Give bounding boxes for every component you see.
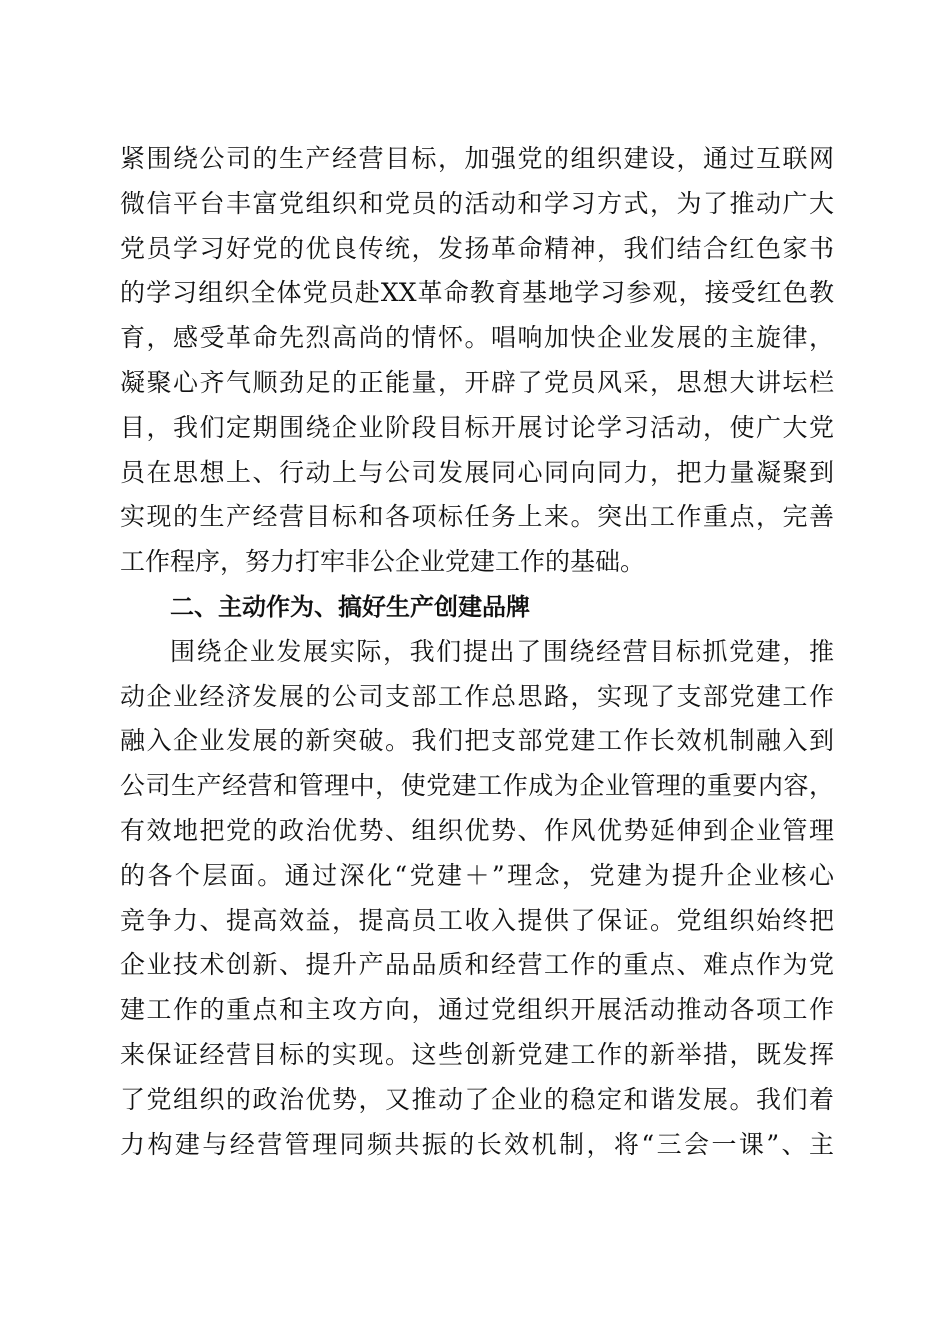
document-body: [120, 137, 834, 1167]
paragraph-2: [120, 630, 834, 1168]
text-line: 育，感受革命先烈高尚的情怀。唱响加快企业发展的主旋律，: [120, 323, 834, 353]
text-line: 的各个层面。通过深化“党建＋”理念，党建为提升企业核心: [120, 860, 834, 890]
text-line: 围绕企业发展实际，我们提出了围绕经营目标抓党建，推: [170, 636, 834, 666]
section-heading: 二、主动作为、搞好生产创建品牌: [170, 592, 530, 621]
text-line: 的学习组织全体党员赴XX革命教育基地学习参观，接受红色教: [120, 278, 834, 308]
text-line: 微信平台丰富党组织和党员的活动和学习方式，为了推动广大: [120, 188, 834, 218]
text-line: 了党组织的政治优势，又推动了企业的稳定和谐发展。我们着: [120, 1084, 834, 1114]
text-line: 力构建与经营管理同频共振的长效机制，将“三会一课”、主: [120, 1129, 834, 1159]
text-line: 工作程序，努力打牢非公企业党建工作的基础。: [120, 547, 646, 577]
text-line: 紧围绕公司的生产经营目标，加强党的组织建设，通过互联网: [120, 144, 834, 173]
text-line: 竞争力、提高效益，提高员工收入提供了保证。党组织始终把: [120, 905, 834, 935]
text-line: 建工作的重点和主攻方向，通过党组织开展活动推动各项工作: [120, 995, 834, 1025]
text-line: 目，我们定期围绕企业阶段目标开展讨论学习活动，使广大党: [120, 412, 834, 442]
paragraph-1: [120, 137, 834, 585]
text-line: 有效地把党的政治优势、组织优势、作风优势延伸到企业管理: [120, 815, 834, 845]
text-line: 融入企业发展的新突破。我们把支部党建工作长效机制融入到: [120, 726, 834, 756]
text-line: 企业技术创新、提升产品品质和经营工作的重点、难点作为党: [120, 950, 834, 980]
text-line: 党员学习好党的优良传统，发扬革命精神，我们结合红色家书: [120, 233, 834, 263]
text-line: 员在思想上、行动上与公司发展同心同向同力，把力量凝聚到: [120, 457, 834, 487]
text-line: 凝聚心齐气顺劲足的正能量，开辟了党员风采，思想大讲坛栏: [120, 367, 834, 397]
text-line: 实现的生产经营目标和各项标任务上来。突出工作重点，完善: [120, 502, 834, 532]
text-line: 公司生产经营和管理中，使党建工作成为企业管理的重要内容，: [120, 771, 834, 801]
text-line: 动企业经济发展的公司支部工作总思路，实现了支部党建工作: [120, 681, 834, 711]
text-line: 来保证经营目标的实现。这些创新党建工作的新举措，既发挥: [120, 1039, 834, 1069]
